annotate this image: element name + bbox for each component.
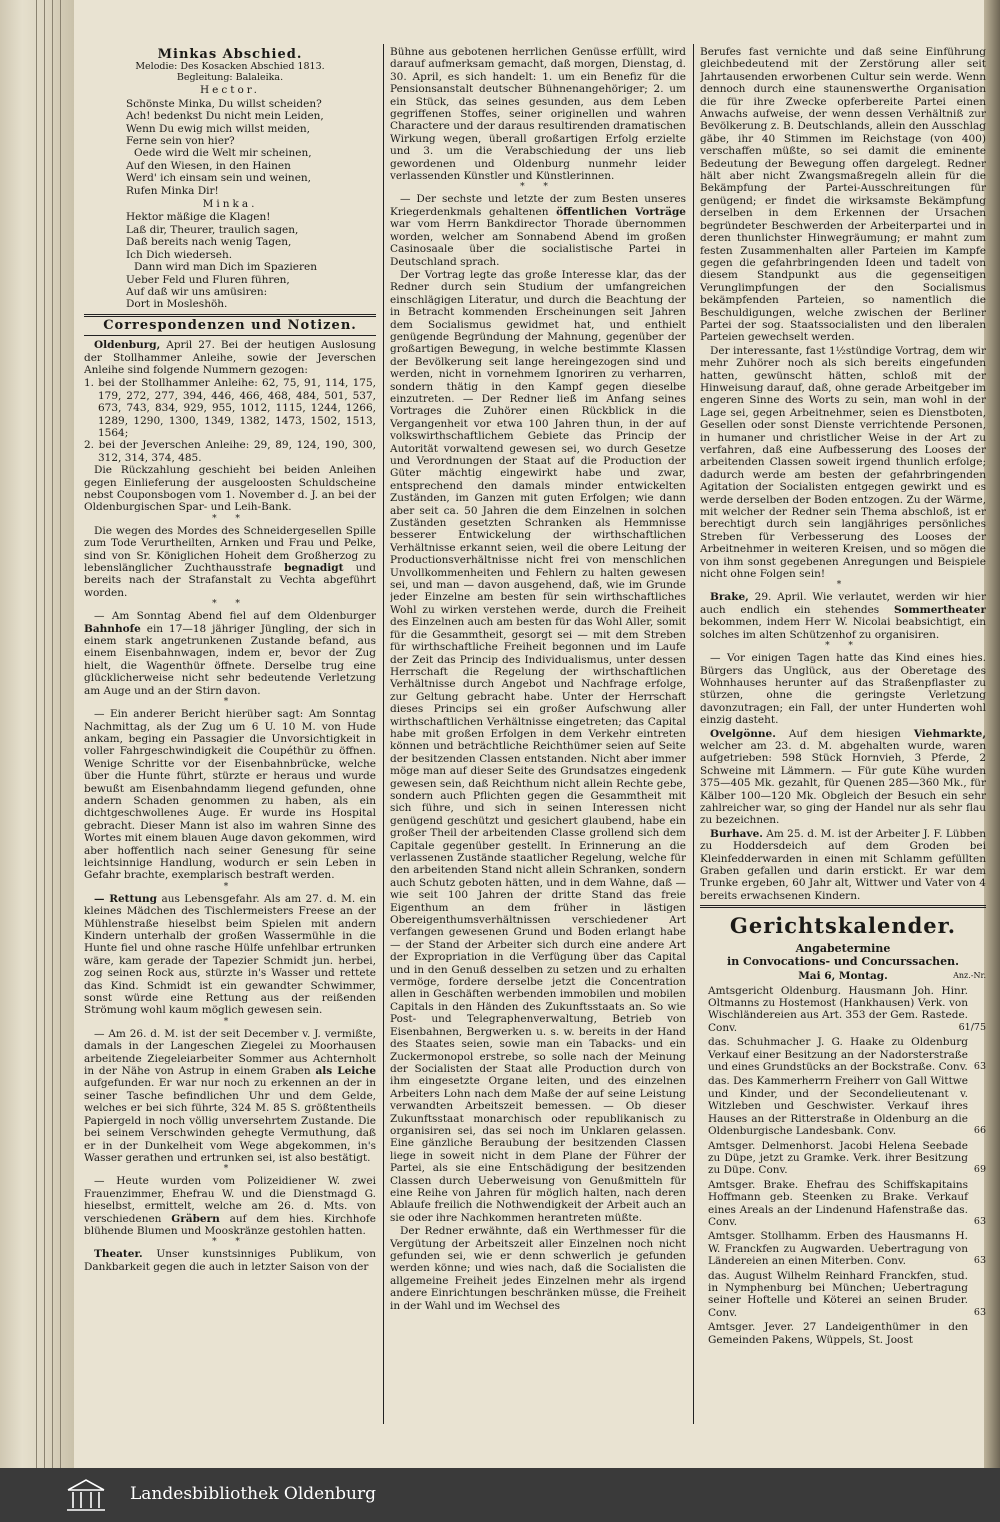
- poem-verse: Ich Dich wiederseh.: [126, 248, 233, 261]
- article-paragraph: — Vor einigen Tagen hatte das Kind eines hies. Bürgers das Unglück, aus der Oberetage des Wohnhauses herunter auf das Straßenpflaster zu stürzen, ohne die geringste Verletzung davonzutragen; ein Fall, der unter Hunderten wohl einzig dasteht.: [700, 652, 986, 727]
- calendar-subtitle: Angabetermine: [795, 942, 891, 956]
- poem-verse: Oede wird die Welt mir scheinen,: [134, 147, 312, 160]
- calendar-entry: Amtsger. Brake. Ehefrau des Schiffskapitains Hoffmann geb. Steenken zu Brake. Verkauf eines Areals an der Lindenund Hafenstraße das. Conv. 63: [708, 1178, 986, 1228]
- article-paragraph: — Am 26. d. M. ist der seit December v. J. vermißte, damals in der Langeschen Ziegelei zu Moorhausen arbeitende Ziegeleiarbeiter Sommer aus Achternholt in der Nähe von Astrup in einem Graben als Leiche aufgefunden. Er war nur noch zu erkennen an der in seiner Tasche befindlichen Uhr und dem Gelde, welches er bei sich führte, 324 M. 85 S. größtentheils Papiergeld in noch völlig unversehrtem Zustande. Die bei seinem Verschwinden gehegte Vermuthung, daß er in der Dunkelheit vom Wege abgekommen, in's Wasser gerathen und ertrunken sei, ist also bestätigt.: [84, 1027, 376, 1164]
- poem-speaker: Hector.: [200, 84, 260, 97]
- article-paragraph: Bühne aus gebotenen herrlichen Genüsse erfüllt, wird darauf aufmerksam gemacht, daß morgen, Dienstag, d. 30. April, es sich handelt: 1. um ein Benefiz für die Pensionsanstalt deutscher Bühnenangehöriger; 2. um ein Stück, das seines gesunden, aus dem Leben gegriffenen Stoffes, seiner originellen und wahren Charactere und der daraus resultirenden dramatischen Wirkung wegen, überall großartigen Erfolg erzielte und 3. um die Verabschiedung der uns lieb gewordenen und Oldenburg nunmehr leider verlassenden Künstler und Künstlerinnen.: [390, 46, 686, 183]
- poem-verse: Ach! bedenkst Du nicht mein Leiden,: [126, 110, 324, 123]
- poem-verse: Dort in Mosleshöh.: [126, 298, 228, 311]
- section-divider: [700, 905, 986, 908]
- calendar-subtitle: in Convocations- und Concurssachen.: [727, 955, 959, 969]
- separator-stars: * *: [212, 599, 248, 610]
- article-paragraph: — Der sechste und letzte der zum Besten unseres Kriegerdenkmals gehaltenen öffentlichen Vorträge war vom Herrn Bankdirector Thorade übernommen worden, welcher am Sonnabend Abend im großen Casinosaale über die socialistische Partei in Deutschland sprach.: [390, 193, 686, 268]
- binding-line: [60, 0, 61, 1468]
- article-paragraph: Der interessante, fast 1½stündige Vortrag, dem wir mehr Zuhörer noch als sich bereits eingefunden hatten, gewünscht hätten, schloß mit der Hinweisung darauf, daß, ohne gerade Arbeitgeber im engeren Sinne des Worts zu sein, man wohl in der Lage sei, gegen Arbeitnehmer, seien es Dienstboten, Gesellen oder sonst Dienste verrichtende Personen, in humaner und christlicher Weise in der Art zu verfahren, daß eine Aufbesserung des Looses der arbeitenden Classen soweit irgend thunlich erfolge; dadurch werde am besten der gefahrbringenden Agitation der Socialisten entgegen gewirkt und es werde derselben der Boden entzogen. Zu der Wärme, mit welcher der Redner sein Thema abschloß, ist er berechtigt durch sein langjähriges persönliches Streben für Verbesserung des Looses der Arbeitnehmer in weiteren Kreisen, und so mögen die von ihm sonst gegebenen Anregungen und Beispiele nicht ohne Folgen sein!: [700, 344, 986, 581]
- calendar-date: Mai 6, Montag. Anz.-Nr.: [798, 970, 986, 983]
- separator-stars: *: [223, 1016, 237, 1027]
- calendar-entry: das. Schuhmacher J. G. Haake zu Oldenburg Verkauf einer Besitzung an der Nadorsterstraße und eines Grundstücks an der Bockstraße. Conv. 63: [708, 1036, 986, 1074]
- number-list: 1. bei der Stollhammer Anleihe: 62, 75, 91, 114, 175, 179, 272, 277, 394, 446, 466, 468, 484, 501, 537, 673, 743, 834, 929, 955, 1012, 1115, 1244, 1266, 1289, 1290, 1300, 1349, 1382, 1473, 1502, 1513, 1564;: [84, 377, 376, 439]
- calendar-entries: [700, 985, 986, 1346]
- library-logo-icon: [64, 1476, 108, 1514]
- poem-accompaniment: Begleitung: Balaleika.: [176, 72, 284, 84]
- calendar-anz-label: Anz.-Nr.: [953, 971, 986, 981]
- separator-stars: * *: [212, 1237, 248, 1248]
- calendar-entry: Amtsger. Stollhamm. Erben des Hausmanns H. W. Franckfen zu Augwarden. Uebertragung von Ländereien an einen Miterben. Conv. 63: [708, 1230, 986, 1268]
- page-right-edge: [984, 0, 1000, 1468]
- column-rule: [693, 44, 694, 1424]
- article-paragraph: Der Redner erwähnte, daß ein Werthmesser für die Vergütung der Arbeitszeit aller Einzelnen noch nicht gefunden sei, wie er denn schwerlich je gefunden werden könne; und wies nach, daß die Socialisten die allgemeine Freiheit jedes Einzelnen mehr als irgend andere Einrichtungen beschränken müsse, die Freiheit in der Wahl und im Wechsel des: [390, 1225, 686, 1312]
- poem-verse: Schönste Minka, Du willst scheiden?: [126, 97, 322, 110]
- page-binding-edge: [0, 0, 74, 1468]
- article-brake: Brake, 29. April. Wie verlautet, werden wir hier auch endlich ein stehendes Sommertheater bekommen, indem Herr W. Nicolai beabsichtigt, ein solches im alten Schützenhof zu organisiren.: [700, 591, 986, 641]
- section-divider: [84, 314, 376, 317]
- number-list: 2. bei der Jeverschen Anleihe: 29, 89, 124, 190, 300, 312, 314, 374, 485.: [84, 439, 376, 464]
- separator-stars: *: [223, 881, 237, 892]
- article-paragraph: — Am Sonntag Abend fiel auf dem Oldenburger Bahnhofe ein 17—18 jähriger Jüngling, der sich in einem stark angetrunkenen Zustande befand, aus einem Eisenbahnwagen, indem er, bevor der Zug hielt, die Wagenthür öffnete. Derselbe trug eine glücklicherweise nicht sehr bedeutende Verletzung am Auge und an der Stirn davon.: [84, 610, 376, 697]
- separator-stars: * *: [212, 513, 248, 524]
- article-ovelgoenne: Ovelgönne. Auf dem hiesigen Viehmarkte, welcher am 23. d. M. abgehalten wurde, waren aufgetrieben: 598 Stück Hornvieh, 3 Pferde, 2 Schweine mit Lämmern. — Für gute Kühe wurden 375—405 Mk. gezahlt, für Quenen 285—360 Mk., für Kälber 100—120 Mk. Obgleich der Besuch ein sehr zahlreicher war, so ging der Handel nur als sehr flau zu bezeichnen.: [700, 727, 986, 827]
- article-oldenburg: Oldenburg, April 27. Bei der heutigen Auslosung der Stollhammer Anleihe, sowie der Jeverschen Anleihe sind folgende Nummern gezogen:: [84, 339, 376, 376]
- calendar-entry: Amtsger. Jever. 27 Landeigenthümer in den Gemeinden Pakens, Wüppels, St. Joost: [708, 1321, 968, 1346]
- poem-stanza: [84, 98, 376, 197]
- column-2: [390, 46, 686, 1426]
- article-paragraph: — Heute wurden vom Polizeidiener W. zwei Frauenzimmer, Ehefrau W. und die Dienstmagd G. hieselbst, ermittelt, welche am 26. d. Mts. von verschiedenen Gräbern auf dem hies. Kirchhofe blühende Blumen und Mooskränze gestohlen hatten.: [84, 1175, 376, 1237]
- calendar-entry: Amtsgericht Oldenburg. Hausmann Joh. Hinr. Oltmanns zu Hostemost (Hankhausen) Verk. von Wischländereien aus Art. 353 der Gem. Rastede. Conv. 61/75: [708, 984, 986, 1034]
- poem-verse: Ferne sein von hier?: [126, 135, 235, 148]
- article-paragraph: Berufes fast vernichte und daß seine Einführung gleichbedeutend mit der Zerstörung aller seit Jahrtausenden erworbenen Cultur sein werde. Wenn dennoch durch eine staunenswerthe Organisation die für ihre Zwecke opferbereite Partei einen Anwachs aufweise, der wenn dessen Verhältniß zur Bevölkerung z. B. Deutschlands, allein den Ausschlag gäbe, ihr 40 Stimmen im Reichstage (von 400) verschaffen müßte, so sei damit die eminente Bedeutung der Bewegung offen dargelegt. Redner hält aber nicht Zwangsmaßregeln allein für die Bekämpfung der Partei-Ausschreitungen für genügend; er findet die wirksamste Bekämpfung derselben in dem Erkennen der Ursachen begründeter Beschwerden der Arbeiterpartei und in deren thunlichster Hinwegräumung; er mahnt zum festen Zusammenhalten aller Parteien im Kampfe gegen die gefahrbringenden Ideen und tadelt von diesem Standpunkt aus die gegenseitigen Verunglimpfungen der den Socialismus bekämpfenden Parteien, so namentlich die Beschuldigungen, welche zwischen der Berliner Partei der sog. Staatssocialisten und den liberalen Parteien gewechselt werden.: [700, 46, 986, 344]
- column-rule: [383, 44, 384, 1424]
- poem-verse: Ueber Feld und Fluren führen,: [126, 273, 290, 286]
- poem-verse: Auf daß wir uns amüsiren:: [126, 285, 268, 298]
- poem-stanza: [84, 211, 376, 310]
- separator-stars: * *: [825, 641, 861, 652]
- calendar-entry: das. August Wilhelm Reinhard Franckfen, stud. in Nymphenburg bei München; Uebertragung seiner Hoftelle und Köterei an seinen Bruder. Conv. 63: [708, 1269, 986, 1319]
- poem-verse: Rufen Minka Dir!: [126, 184, 219, 197]
- poem-speaker: Minka.: [202, 198, 258, 211]
- library-name: Landesbibliothek Oldenburg: [130, 1484, 377, 1504]
- poem-verse: Wenn Du ewig mich willst meiden,: [126, 122, 311, 135]
- binding-line: [52, 0, 53, 1468]
- article-burhave: Burhave. Am 25. d. M. ist der Arbeiter J. F. Lübben zu Hoddersdeich auf dem Groden bei Kleinfedderwarden in einen mit Schlamm gefüllten Graben gefallen und darin erstickt. Er war dem Trunke ergeben, 60 Jahr alt, Wittwer und Vater von 4 bereits erwachsenen Kindern.: [700, 827, 986, 902]
- calendar-entry: das. Des Kammerherrn Freiherr von Gall Wittwe und Kinder, und der Secondelieutenant v. Witzleben und Geschwister. Verkauf ihres Hauses an der Ritterstraße in Oldenburg an die Oldenburgische Landesbank. Conv. 66: [708, 1075, 986, 1138]
- separator-stars: *: [836, 580, 850, 591]
- dateline: Oldenburg,: [94, 339, 161, 352]
- article-paragraph: — Ein anderer Bericht hierüber sagt: Am Sonntag Nachmittag, als der Zug um 6 U. 10 M. von Hude ankam, beging ein Passagier die Unvorsichtigkeit in voller Fahrgeschwindigkeit die Coupéthür zu öffnen. Wenige Schritte vor der Eisenbahnbrücke, welche über die Hunte führt, stürzte er heraus und wurde bewußt am Eisenbahndamm liegend gefunden, ohne andern Schaden genommen zu haben, als ein dichtgeschwollenes Auge. Er wurde ins Hospital gebracht. Dieser Mann ist also im wahren Sinne des Wortes mit einem blauen Auge davon gekommen, wird aber hoffentlich nach seiner Genesung für seine leichtsinnige Handlung, wodurch er sein Leben in Gefahr brachte, exemplarisch bestraft werden.: [84, 708, 376, 882]
- calendar-title: Gerichtskalender.: [729, 913, 957, 939]
- poem-verse: Auf den Wiesen, in den Hainen: [126, 159, 291, 172]
- poem-verse: Werd' ich einsam sein und weinen,: [126, 172, 312, 185]
- column-1: [84, 46, 376, 1426]
- column-3: [700, 46, 986, 1426]
- article-paragraph: Die Rückzahlung geschieht bei beiden Anleihen gegen Einlieferung der ausgeloosten Schuldscheine nebst Couponsbogen vom 1. November d. J. an bei der Oldenburgischen Spar- und Leih-Bank.: [84, 464, 376, 514]
- poem-verse: Dann wird man Dich im Spazieren: [134, 261, 317, 274]
- article-paragraph: — Rettung aus Lebensgefahr. Als am 27. d. M. ein kleines Mädchen des Tischlermeisters Freese an der Mühlenstraße hieselbst beim Spielen mit andern Kindern unterhalb der großen Wassermühle in die Hunte fiel und ohne rasche Hülfe unfehlbar ertrunken wäre, kam gerade der Tapezier Schmidt jun. herbei, zog seinen Rock aus, stürzte in's Wasser und rettete das Kind. Schmidt ist ein gewandter Schwimmer, sonst würde eine Rettung aus der reißenden Strömung wohl kaum möglich gewesen sein.: [84, 892, 376, 1017]
- section-title: Correspondenzen und Notizen.: [103, 317, 357, 333]
- poem-verse: Hektor mäßige die Klagen!: [126, 211, 271, 224]
- poem: [84, 49, 376, 311]
- poem-title: Minkas Abschied.: [157, 47, 303, 62]
- binding-line: [36, 0, 37, 1468]
- poem-verse: Daß bereits nach wenig Tagen,: [126, 236, 292, 249]
- separator-stars: *: [223, 1164, 237, 1175]
- section-divider: [84, 335, 376, 336]
- separator-stars: * *: [520, 182, 556, 193]
- article-paragraph: Theater. Unser kunstsinniges Publikum, von Dankbarkeit gegen die auch in letzter Saison von der: [84, 1248, 376, 1273]
- poem-verse: Laß dir, Theurer, traulich sagen,: [126, 223, 299, 236]
- poem-melody: Melodie: Des Kosacken Abschied 1813.: [135, 61, 325, 73]
- calendar-entry: Amtsger. Delmenhorst. Jacobi Helena Seebade zu Düpe, jetzt zu Gramke. Verk. ihrer Besitzung zu Düpe. Conv. 69: [708, 1139, 986, 1177]
- article-paragraph: Die wegen des Mordes des Schneidergesellen Spille zum Tode Verurtheilten, Arnken und Frau und Pelke, sind von Sr. Königlichen Hoheit dem Großherzog zu lebenslänglicher Zuchthausstrafe begnadigt und bereits nach der Strafanstalt zu Vechta abgeführt worden.: [84, 524, 376, 599]
- separator-stars: *: [223, 697, 237, 708]
- binding-line: [44, 0, 45, 1468]
- article-paragraph: Der Vortrag legte das große Interesse klar, das der Redner durch sein Studium der umfangreichen einschlägigen Literatur, und durch die Beachtung der in Betracht kommenden Erscheinungen seit Jahren dem Socialismus gewidmet hat, und enthielt genügende Begründung der Mahnung, gegenüber der großartigen Bewegung, in welche bestimmte Klassen der Bevölkerung seit lange hereingezogen sind und werden, nicht in vornehmem Ignoriren zu verharren, sondern thätig in den Kampf gegen dieselbe einzutreten. — Der Redner ließ im Anfang seines Vortrages die Zuhörer einen Rückblick in die Vergangenheit vor etwa 100 Jahren thun, in der auf volkswirthschaftlichem Gebiete das Princip der Autorität vorwaltend gewesen sei, wo durch Gesetze und Verordnungen der Staat auf die Production der Güter mächtig eingewirkt habe und zwar, entsprechend den damals minder entwickelten Zuständen, im Ganzen mit guten Erfolgen; wie dann aber seit ca. 50 Jahren die dem Einzelnen in solchen Zuständen gesetzten Schranken als Hemmnisse besserer Entwickelung der wirthschaftlichen Verhältnisse erkannt seien, weil die obere Leitung der Productionsverhältnisse nicht frei von menschlichen Unvollkommenheiten und Fehlern zu halten gewesen sei, und man — davon ausgehend, daß, wie im Grunde jeder Einzelne am besten für sein wirthschaftliches Wohl zu wirken verstehen werde, durch die Freiheit des Einzelnen auch am besten für das Wohl Aller, somit für die Gesammtheit, gesorgt sei — mit dem Streben für wirthschaftliche Freiheit begonnen und im Laufe der Zeit das Princip des Individualismus, unter dessen Herrschaft die Regelung der wirthschaftlichen Verhältnisse durch Angebot und Nachfrage erfolge, zur Geltung gebracht habe. Unter der Herrschaft dieses Princips sei ein großer Aufschwung aller wirthschaftlichen Verhältnisse eingetreten; das Capital habe mit großen Erfolgen in dem Verkehr eintreten können und beträchtliche Reichthümer seien auf Seite der besitzenden Classen entstanden. Nicht aber immer möge man auf dieser Seite des Grundsatzes eingedenk gewesen sein, daß Reichthum nicht allein Rechte gebe, sondern auch Pflichten gegen die Gesammtheit mit sich führe, und sich in seinen Interessen nicht genügend geschützt und gesichert glaubend, habe ein großer Theil der arbeitenden Classe grollend sich dem Capitale gegenüber gestellt. In Erinnerung an die verlassenen Zustände staatlicher Regelung, welche für den arbeitenden Stand nicht allein Schranken, sondern auch Schutz geboten hätten, und in dem Wahne, daß — wie seit 100 Jahren der dritte Stand das freie Eigenthum an dem früher in lästigen Obereigenthumsverhältnissen verschiedener Art verfangen gewesenen Grund und Boden erlangt habe — der Stand der Arbeiter sich durch eine andere Art der Expropriation in die Verfügung über das Capital und in den Genuß desselben zu setzen und zu erhalten vermöge, fordere derselbe jetzt die Concentration allen in Geschäften werbenden immobilen und mobilen Capitals in den Händen des Zukunftsstaats an. So wie Post- und Telegraphenverwaltung, Betrieb von Eisenbahnen, Bergwerken u. s. w. bereits in der Hand des Staates seien, sowie man ein Tabacks- und ein Zuckermonopol erstrebe, so solle nach der Meinung der Socialisten der Staat alle Production durch von ihm eingesetzte Organe leiten, und des einzelnen Arbeiters Lohn nach dem Maße der auf seine Leistung verwandten Arbeitszeit bemessen. — Ob dieser Zukunftsstaat monarchisch oder republikanisch zu organisiren sei, das sei noch im Unklaren gelassen. Eine gänzliche Beraubung der besitzenden Classen liege in soweit nicht in dem Plane der Führer der Partei, als sie eine Entschädigung der besitzenden Classen durch Ueberweisung von Genußmitteln für eine Reihe von Jahren für möglich halten, nach deren Ablaufe freilich die Nothwendigkeit der Arbeit auch an sie oder ihre Nachkommen herantreten müßte.: [390, 268, 686, 1224]
